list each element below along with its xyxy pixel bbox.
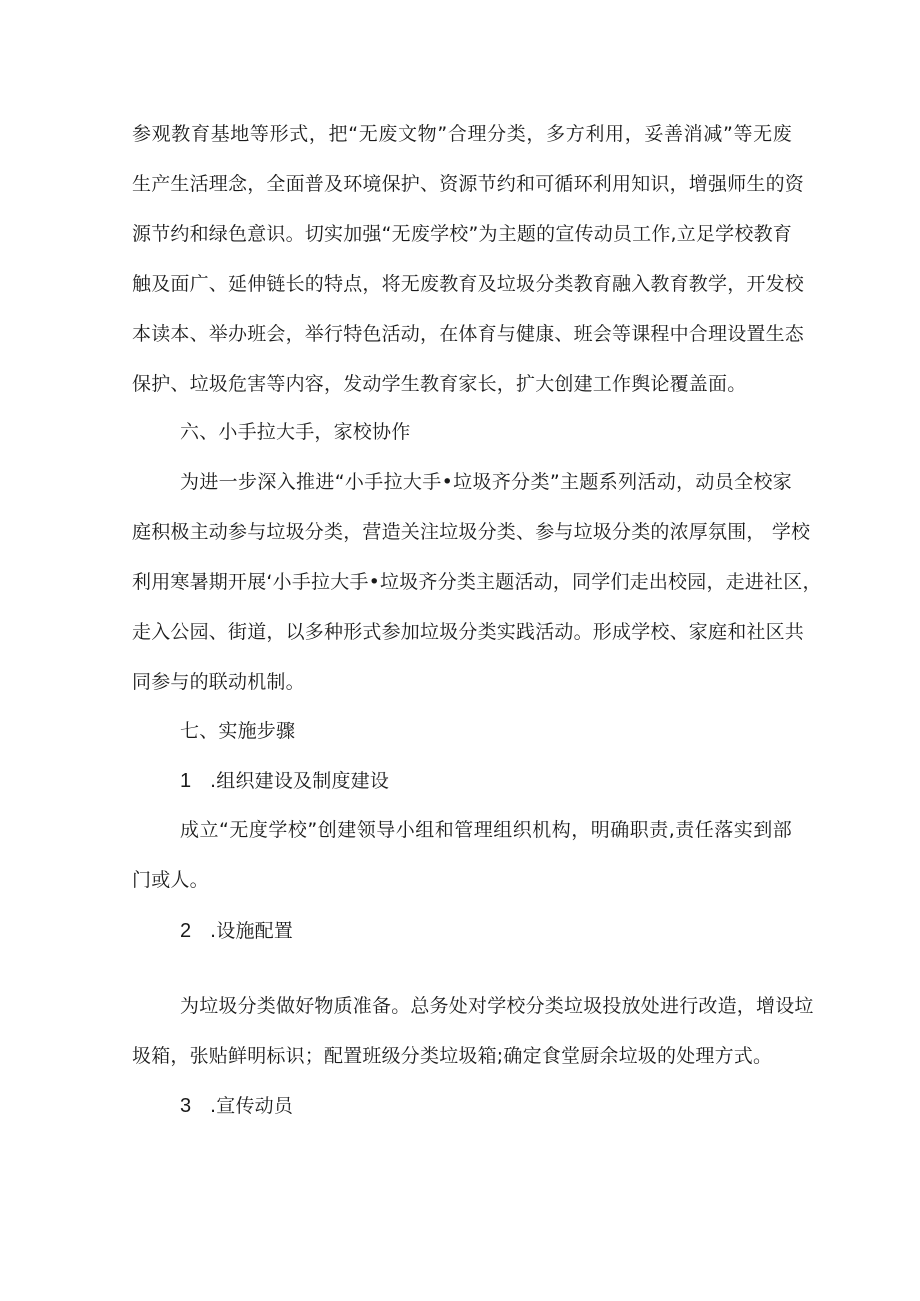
step-2-line-1: 为垃圾分类做好物质准备。总务处对学校分类垃圾投放处进行改造，增设垃 <box>180 995 814 1017</box>
step-3-heading <box>180 1094 293 1118</box>
step-2-line-2: 圾箱，张贴鲜明标识；配置班级分类垃圾箱;确定食堂厨余垃圾的处理方式。 <box>132 1045 773 1067</box>
paragraph-intro-line-3: 源节约和绿色意识。切实加强“无废学校”为主题的宣传动员工作,立足学校教育 <box>132 223 792 245</box>
step-3-title: .宣传动员 <box>210 1095 294 1117</box>
section-six-line-2: 庭积极主动参与垃圾分类，营造关注垃圾分类、参与垃圾分类的浓厚氛围， 学校 <box>132 521 811 543</box>
section-six-line-5: 同参与的联动机制。 <box>132 671 305 693</box>
step-2-heading <box>180 919 293 943</box>
step-1-heading <box>180 769 389 793</box>
section-six-heading: 六、小手拉大手，家校协作 <box>180 421 411 443</box>
step-1-line-2: 门或人。 <box>132 869 209 891</box>
step-2-title: .设施配置 <box>210 920 294 942</box>
step-1-title: .组织建设及制度建设 <box>210 770 390 792</box>
step-2-number: 2 <box>180 920 192 942</box>
paragraph-intro-line-4: 触及面广、延伸链长的特点，将无废教育及垃圾分类教育融入教育教学，开发校 <box>132 273 805 295</box>
step-1-number: 1 <box>180 770 192 792</box>
section-six-line-4: 走入公园、街道，以多种形式参加垃圾分类实践活动。形成学校、家庭和社区共 <box>132 621 805 643</box>
paragraph-intro-line-6: 保护、垃圾危害等内容，发动学生教育家长，扩大创建工作舆论覆盖面。 <box>132 373 747 395</box>
section-seven-heading: 七、实施步骤 <box>180 720 296 742</box>
paragraph-intro-line-1: 参观教育基地等形式，把“无废文物”合理分类，多方利用，妥善消减”等无废 <box>132 123 792 145</box>
paragraph-intro-line-5: 本读本、举办班会，举行特色活动，在体育与健康、班会等课程中合理设置生态 <box>132 323 805 345</box>
section-six-line-3: 利用寒暑期开展‘小手拉大手•垃圾齐分类主题活动，同学们走出校园，走进社区， <box>132 571 822 593</box>
step-1-line-1: 成立“无度学校”创建领导小组和管理组织机构，明确职责,责任落实到部 <box>180 819 792 841</box>
section-six-line-1: 为进一步深入推进“小手拉大手•垃圾齐分类”主题系列活动，动员全校家 <box>180 471 792 493</box>
paragraph-intro-line-2: 生产生活理念，全面普及环境保护、资源节约和可循环利用知识，增强师生的资 <box>132 173 805 195</box>
step-3-number: 3 <box>180 1095 192 1117</box>
